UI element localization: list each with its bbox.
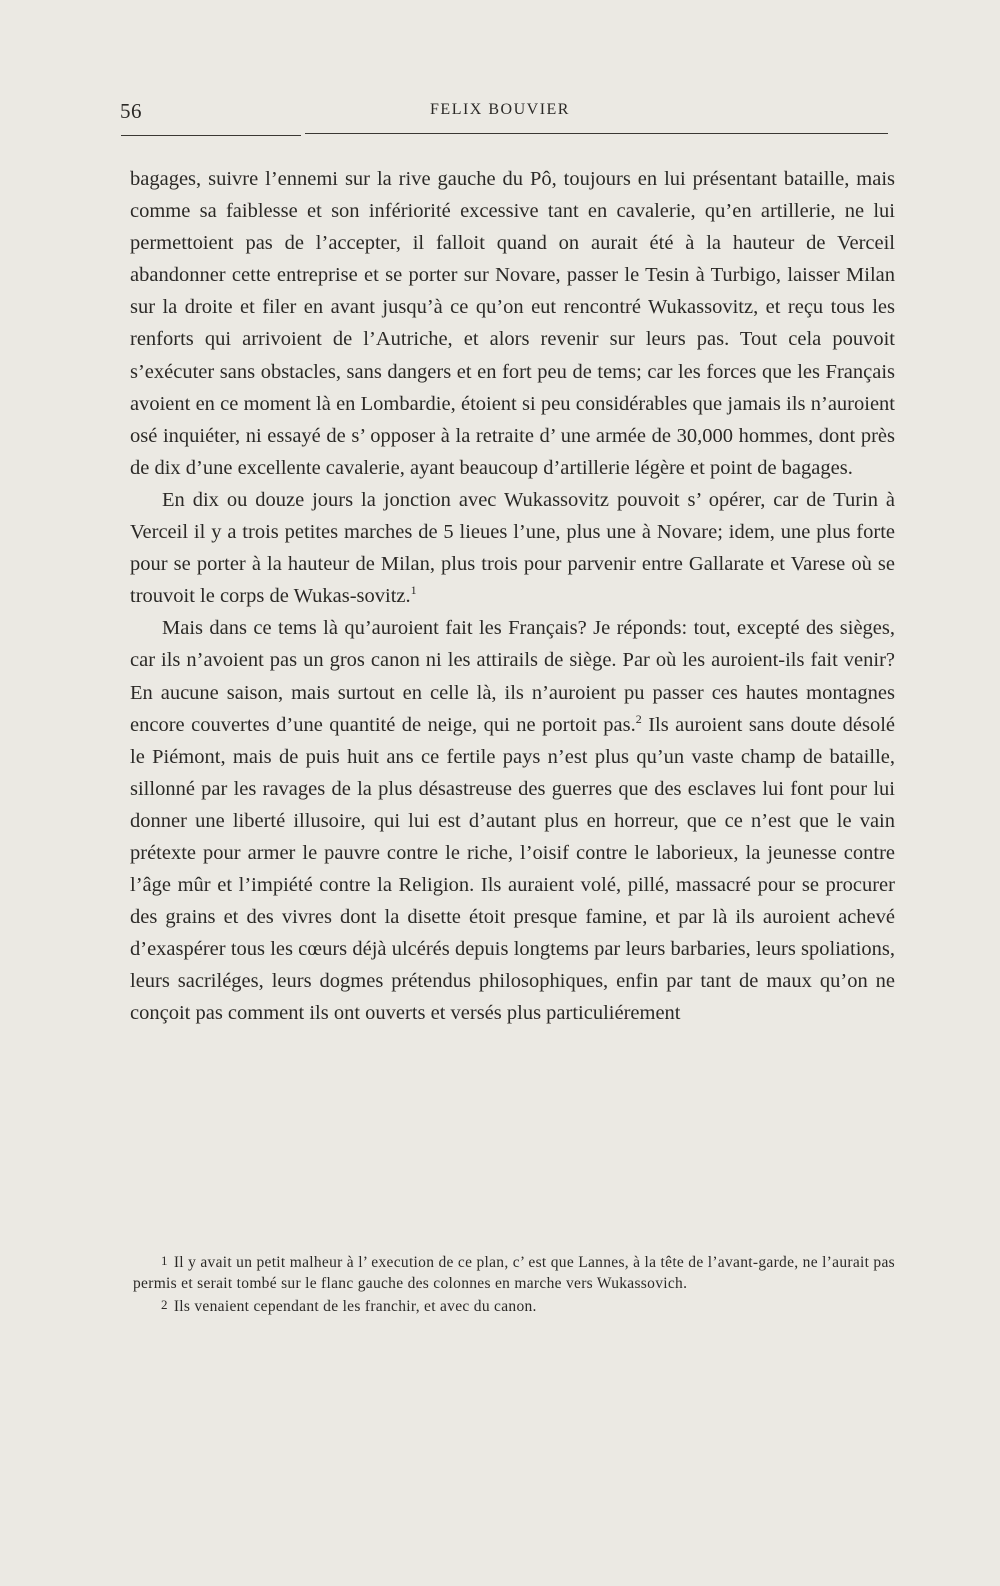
page-number: 56 <box>120 99 142 123</box>
header-rule-right <box>305 133 888 134</box>
paragraph-1-text: bagages, suivre l’ennemi sur la rive gauche du Pô, toujours en lui présentant bataille, mais comme sa faiblesse et son infériorité excessive tant en cavalerie, qu’en artillerie, ne lui permettoient pas de l’accepter, il falloit quand on aurait été à la hauteur de Verceil abandonner cette entreprise et se porter sur Novare, passer le Tesin à Turbigo, laisser Milan sur la droite et filer en avant jusqu’à ce qu’on eut rencontré Wukassovitz, et reçu tous les renforts qui arrivoient de l’Autriche, et alors revenir sur leurs pas. Tout cela pouvoit s’exécuter sans obstacles, sans dangers et en fort peu de tems; car les forces que les Français avoient en ce moment là en Lombardie, étoient si peu considérables que jamais ils n’auroient osé inquiéter, ni essayé de s’ opposer à la retraite d’ une armée de 30,000 hommes, dont près de dix d’une excellente cavalerie, ayant beaucoup d’artillerie légère et point de bagages. <box>130 168 895 479</box>
footnote-2-text: Ils venaient cependant de les franchir, et avec du canon. <box>173 1298 537 1315</box>
footnote-1-mark: 1 <box>161 1253 168 1268</box>
footnote-ref-2: 2 <box>635 711 642 726</box>
footnote-1 <box>133 1250 895 1294</box>
footnote-1-text: Il y avait un petit malheur à l’ execution de ce plan, c’ est que Lannes, à la tête de l’avant-garde, ne l’aurait pas permis et serait tombé sur le flanc gauche des colonnes en marche vers Wukassovich. <box>133 1254 895 1292</box>
header-rule-left <box>121 135 301 136</box>
footnote-ref-1: 1 <box>410 583 417 598</box>
running-title: FELIX BOUVIER <box>430 101 570 118</box>
footnote-2 <box>133 1294 895 1317</box>
footnote-2-mark: 2 <box>161 1297 168 1312</box>
paragraph-3 <box>130 612 895 1029</box>
main-text <box>130 163 895 1030</box>
paragraph-2-text: En dix ou douze jours la jonction avec Wukassovitz pouvoit s’ opérer, car de Turin à Verceil il y a trois petites marches de 5 lieues l’une, plus une à Novare; idem, une plus forte pour se porter à la hauteur de Milan, plus trois pour parvenir entre Gallarate et Varese où se trouvoit le corps de Wukas-sovitz. <box>130 488 895 608</box>
paragraph-3-text-b: Ils auroient sans doute désolé le Piémont, mais de puis huit ans ce fertile pays n’est plus qu’un vaste champ de bataille, sillonné par les ravages de la plus désastreuse des guerres que des esclaves lui font pour lui donner une liberté illusoire, qui lui est d’autant plus en horreur, que ce n’est que le vain prétexte pour armer le pauvre contre le riche, l’oisif contre le laborieux, la jeunesse contre l’âge mûr et l’impiété contre la Religion. Ils auraient volé, pillé, massacré pour se procurer des grains et des vivres dont la disette étoit presque famine, et par là ils auroient achevé d’exaspérer tous les cœurs déjà ulcérés depuis longtems par leurs barbaries, leurs spoliations, leurs sacriléges, leurs dogmes prétendus philosophiques, enfin par tant de maux qu’on ne conçoit pas comment ils ont ouverts et versés plus particuliérement <box>130 713 895 1025</box>
paragraph-1 <box>130 163 895 484</box>
paragraph-2 <box>130 484 895 612</box>
paragraph-3-text-a: Mais dans ce tems là qu’auroient fait les Français? Je réponds: tout, excepté des sièges, car ils n’avoient pas un gros canon ni les attirails de siège. Par où les auroient-ils fait venir? En aucune saison, mais surtout en celle là, ils n’auroient pu passer ces hautes montagnes encore couvertes d’une quantité de neige, qui ne portoit pas. <box>130 617 895 736</box>
footnotes <box>133 1250 895 1317</box>
